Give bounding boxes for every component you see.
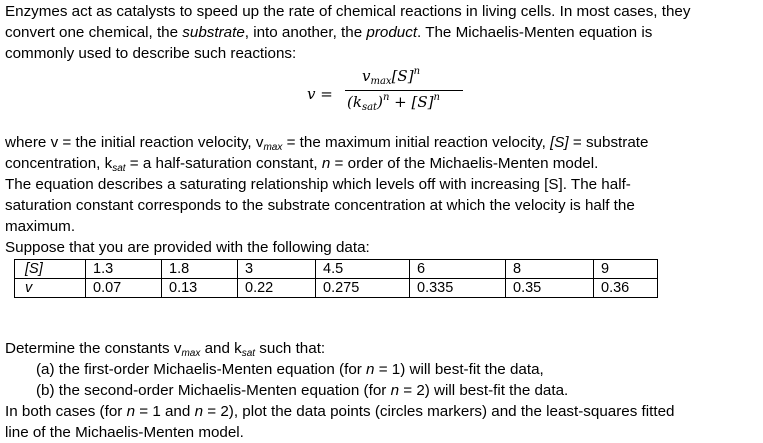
ksat-subscript: sat [361, 102, 378, 113]
definitions-line-1 [5, 132, 760, 153]
table-row-substrate [15, 260, 658, 279]
substrate-term: + [S] [389, 93, 434, 111]
row-header: [S] [15, 260, 86, 279]
exponent: n [433, 92, 440, 103]
ksat-symbol: (k [347, 93, 362, 111]
table-cell: 0.275 [316, 279, 410, 298]
intro-line-1: Enzymes act as catalysts to speed up the rate of chemical reactions in living cells. In most cases, they [5, 3, 691, 20]
task-text: and k [200, 340, 242, 357]
task-text: = 2) will best-fit the data. [399, 382, 569, 399]
spacer [5, 298, 760, 338]
order-symbol: n [194, 403, 204, 420]
product-term: product [366, 24, 418, 41]
table-cell: 8 [506, 260, 594, 279]
task-text: Determine the constants v [5, 340, 182, 357]
definition-text: concentration, k [5, 155, 113, 172]
table-cell: 0.35 [506, 279, 594, 298]
task-text: = 1) will best-fit the data, [374, 361, 544, 378]
intro-line-3: commonly used to describe such reactions: [5, 45, 297, 62]
table-cell: 1.8 [162, 260, 238, 279]
intro-text: . The Michaelis-Menten equation is [417, 24, 653, 41]
definitions-line-2 [5, 153, 760, 174]
definition-text: = substrate [568, 134, 649, 151]
equation-lhs: v = [307, 85, 333, 103]
task-text: (b) the second-order Michaelis-Menten equation (for [36, 382, 391, 399]
table-cell: 0.36 [594, 279, 658, 298]
order-symbol: n [126, 403, 136, 420]
definition-text: = a half-saturation constant, [125, 155, 322, 172]
substrate-symbol: [S] [391, 67, 414, 85]
problem-document [5, 0, 760, 443]
max-subscript: max [181, 348, 201, 359]
table-cell: 6 [410, 260, 506, 279]
exponent: n [382, 92, 390, 103]
task-text: = 1 and [135, 403, 195, 420]
task-line-d: line of the Michaelis-Menten model. [5, 424, 244, 441]
michaelis-menten-equation [5, 64, 760, 132]
table-row-velocity [15, 279, 658, 298]
task-line-1 [5, 338, 760, 359]
task-text: In both cases (for [5, 403, 127, 420]
equation-denominator [347, 92, 440, 113]
definition-text: where v = the initial reaction velocity, v [5, 134, 264, 151]
task-text: such that: [255, 340, 326, 357]
paren: ) [377, 93, 383, 111]
definition-text: = the maximum initial reaction velocity, [282, 134, 551, 151]
task-text: (a) the first-order Michaelis-Menten equation (for [36, 361, 367, 378]
row-header: v [15, 279, 86, 298]
data-intro: Suppose that you are provided with the following data: [5, 239, 370, 256]
definitions-line-3: The equation describes a saturating relationship which levels off with increasing [S]. The half- [5, 176, 631, 193]
task-line-c [5, 401, 760, 422]
data-table [14, 259, 658, 298]
intro-text: , into another, the [244, 24, 367, 41]
sat-subscript: sat [112, 163, 126, 174]
definitions-line-5: maximum. [5, 218, 76, 235]
table-cell: 0.13 [162, 279, 238, 298]
task-text: = 2), plot the data points (circles markers) and the least-squares fitted [203, 403, 675, 420]
vmax-symbol: v [362, 67, 371, 85]
table-cell: 0.07 [86, 279, 162, 298]
order-symbol: n [321, 155, 331, 172]
intro-line-2 [5, 22, 760, 43]
task-item-a [5, 359, 760, 380]
definition-text: = order of the Michaelis-Menten model. [330, 155, 599, 172]
vmax-subscript: max [370, 76, 392, 87]
task-item-b [5, 380, 760, 401]
exponent: n [413, 66, 421, 77]
table-cell: 4.5 [316, 260, 410, 279]
table-cell: 3 [238, 260, 316, 279]
order-symbol: n [390, 382, 400, 399]
table-cell: 1.3 [86, 260, 162, 279]
table-cell: 0.335 [410, 279, 506, 298]
fraction-bar [345, 90, 463, 91]
max-subscript: max [263, 142, 283, 153]
intro-text: convert one chemical, the [5, 24, 183, 41]
substrate-term: substrate [182, 24, 245, 41]
equation-numerator [362, 66, 420, 87]
definitions-line-4: saturation constant corresponds to the substrate concentration at which the velocity is half the [5, 197, 635, 214]
substrate-symbol: [S] [550, 134, 569, 151]
table-cell: 0.22 [238, 279, 316, 298]
sat-subscript: sat [241, 348, 256, 359]
table-cell: 9 [594, 260, 658, 279]
order-symbol: n [366, 361, 375, 378]
